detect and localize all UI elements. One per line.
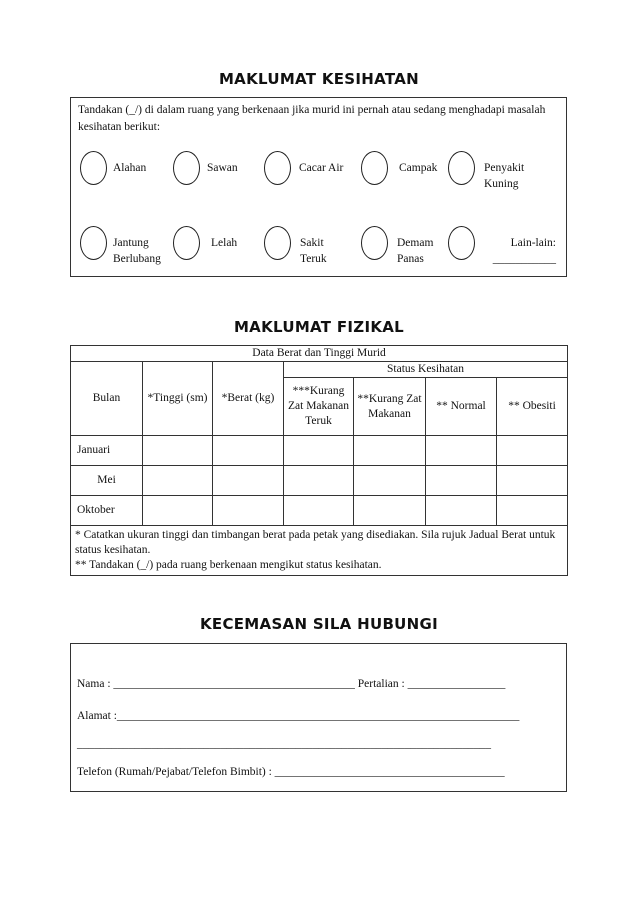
table-row — [71, 436, 568, 466]
option-label: Sakit Teruk — [300, 237, 327, 265]
checkbox-circle[interactable] — [173, 151, 200, 185]
obese-cell[interactable] — [497, 466, 568, 496]
option-label: Jantung Berlubang — [113, 237, 161, 265]
under-cell[interactable] — [354, 496, 426, 526]
month-cell: Oktober — [71, 496, 143, 526]
col-header-severe: ***Kurang Zat Makanan Teruk — [284, 378, 354, 436]
table-row — [71, 496, 568, 526]
option-label: Campak — [399, 162, 438, 174]
health-box — [70, 97, 567, 277]
month-cell: Mei — [71, 466, 143, 496]
checkbox-circle[interactable] — [448, 151, 475, 185]
option-label: Penyakit Kuning — [484, 162, 525, 190]
normal-cell[interactable] — [426, 436, 497, 466]
table-title: Data Berat dan Tinggi Murid — [71, 346, 568, 362]
option-label: Lelah — [211, 237, 238, 249]
option-label: Sawan — [207, 162, 238, 174]
status-header: Status Kesihatan — [284, 362, 568, 378]
col-header-obese: ** Obesiti — [497, 378, 568, 436]
address-field-line-2[interactable]: ________________________________________________________________________ — [77, 738, 491, 750]
checkbox-circle[interactable] — [173, 226, 200, 260]
month-cell: Januari — [71, 436, 143, 466]
note-1: * Catatkan ukuran tinggi dan timbangan berat pada petak yang disediakan. Sila rujuk Jadual Berat untuk status kesihatan. — [75, 529, 556, 556]
physical-section-title: MAKLUMAT FIZIKAL — [233, 318, 405, 336]
severe-cell[interactable] — [284, 466, 354, 496]
emergency-box — [70, 643, 567, 792]
obese-cell[interactable] — [497, 496, 568, 526]
checkbox-circle[interactable] — [264, 226, 291, 260]
checkbox-circle[interactable] — [264, 151, 291, 185]
severe-cell[interactable] — [284, 496, 354, 526]
col-header-month: Bulan — [71, 362, 143, 436]
weight-cell[interactable] — [213, 466, 284, 496]
health-section-title: MAKLUMAT KESIHATAN — [218, 70, 420, 88]
checkbox-circle[interactable] — [361, 226, 388, 260]
health-intro: Tandakan (_/) di dalam ruang yang berkenaan jika murid ini pernah atau sedang menghadapi masalah kesihatan berikut: — [78, 104, 546, 133]
address-field[interactable]: Alamat :______________________________________________________________________ — [77, 710, 520, 722]
obese-cell[interactable] — [497, 436, 568, 466]
phone-field[interactable]: Telefon (Rumah/Pejabat/Telefon Bimbit) : ________________________________________ — [77, 766, 505, 778]
col-header-normal: ** Normal — [426, 378, 497, 436]
checkbox-circle[interactable] — [80, 226, 107, 260]
weight-cell[interactable] — [213, 436, 284, 466]
under-cell[interactable] — [354, 436, 426, 466]
checkbox-circle[interactable] — [448, 226, 475, 260]
option-label: Demam Panas — [397, 237, 434, 265]
checkbox-circle[interactable] — [361, 151, 388, 185]
table-notes — [71, 526, 568, 576]
col-header-under: **Kurang Zat Makanan — [354, 378, 426, 436]
col-header-height: *Tinggi (sm) — [143, 362, 213, 436]
name-field[interactable]: Nama : __________________________________________ Pertalian : _________________ — [77, 678, 506, 690]
weight-cell[interactable] — [213, 496, 284, 526]
severe-cell[interactable] — [284, 436, 354, 466]
col-header-weight: *Berat (kg) — [213, 362, 284, 436]
under-cell[interactable] — [354, 466, 426, 496]
normal-cell[interactable] — [426, 466, 497, 496]
height-cell[interactable] — [143, 496, 213, 526]
option-label: Lain-lain: ___________ — [492, 237, 556, 265]
option-label: Cacar Air — [299, 162, 344, 174]
note-2: ** Tandakan (_/) pada ruang berkenaan mengikut status kesihatan. — [75, 559, 382, 571]
option-label: Alahan — [113, 162, 147, 174]
checkbox-circle[interactable] — [80, 151, 107, 185]
table-row — [71, 466, 568, 496]
height-cell[interactable] — [143, 436, 213, 466]
normal-cell[interactable] — [426, 496, 497, 526]
emergency-section-title: KECEMASAN SILA HUBUNGI — [199, 615, 439, 633]
height-cell[interactable] — [143, 466, 213, 496]
physical-table — [70, 345, 568, 576]
